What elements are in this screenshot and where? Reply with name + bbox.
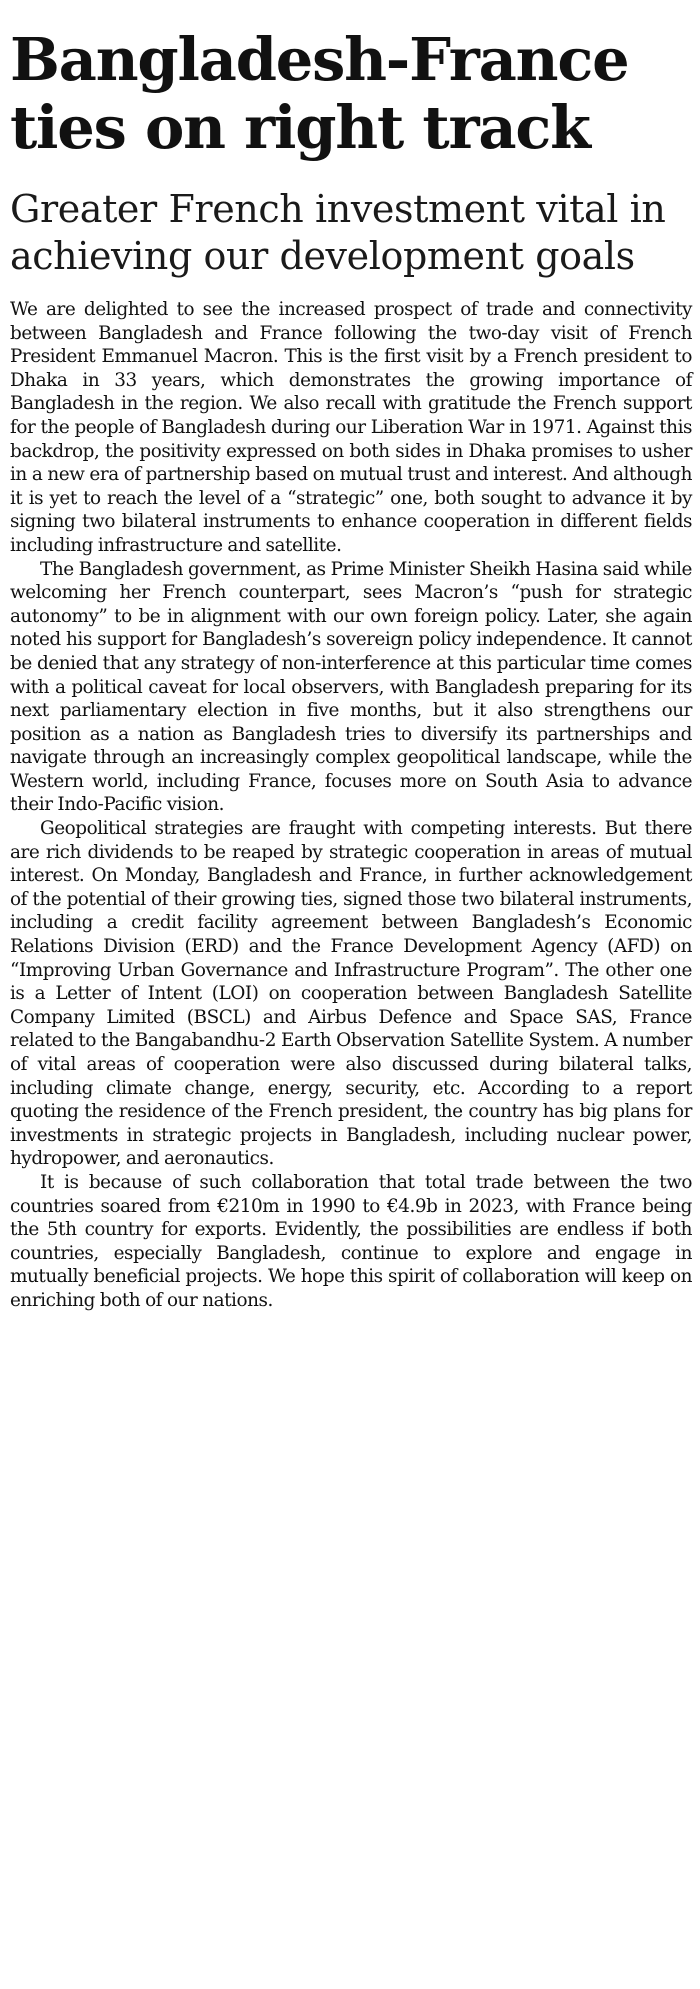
paragraph-2: The Bangladesh government, as Prime Minister Sheikh Hasina said while welcoming her French counterpart, sees Macron’s “push for strategic autonomy” to be in alignment with our own foreign policy. Later, she again noted his support for Bangladesh’s sovereign policy independence. It cannot be denied that any strategy of non-interference at this particular time comes with a political caveat for local observers, with Bangladesh preparing for its next parliamentary election in five months, but it also strengthens our position as a nation as Bangladesh tries to diversify its partnerships and navigate through an increasingly complex geopolitical landscape, while the Western world, including France, focuses more on South Asia to advance their Indo-Pacific vision. xyxy=(10,558,692,816)
paragraph-4: It is because of such collaboration that total trade between the two countries soared from €210m in 1990 to €4.9b in 2023, with France being the 5th country for exports. Evidently, the possibilities are endless if both countries, especially Bangladesh, continue to explore and engage in mutually beneficial projects. We hope this spirit of collaboration will keep on enriching both of our nations. xyxy=(10,1171,692,1311)
paragraph-1: We are delighted to see the increased prospect of trade and connectivity between Bangladesh and France following the two-day visit of French President Emmanuel Macron. This is the first visit by a French president to Dhaka in 33 years, which demonstrates the growing importance of Bangladesh in the region. We also recall with gratitude the French support for the people of Bangladesh during our Liberation War in 1971. Against this backdrop, the positivity expressed on both sides in Dhaka promises to usher in a new era of partnership based on mutual trust and interest. And although it is yet to reach the level of a “strategic” one, both sought to advance it by signing two bilateral instruments to enhance cooperation in different fields including infrastructure and satellite. xyxy=(10,299,692,556)
subheadline: Greater French investment vital in achieving our development goals xyxy=(10,187,666,278)
article-body xyxy=(10,298,692,1313)
paragraph-3: Geopolitical strategies are fraught with competing interests. But there are rich dividends to be reaped by strategic cooperation in areas of mutual interest. On Monday, Bangladesh and France, in further acknowledgement of the potential of their growing ties, signed those two bilateral instruments, including a credit facility agreement between Bangladesh’s Economic Relations Division (ERD) and the France Development Agency (AFD) on “Improving Urban Governance and Infrastructure Program”. The other one is a Letter of Intent (LOI) on cooperation between Bangladesh Satellite Company Limited (BSCL) and Airbus Defence and Space SAS, France related to the Bangabandhu-2 Earth Observation Satellite System. A number of vital areas of cooperation were also discussed during bilateral talks, including climate change, energy, security, etc. According to a report quoting the residence of the French president, the country has big plans for investments in strategic projects in Bangladesh, including nuclear power, hydropower, and aeronautics. xyxy=(10,818,692,1170)
headline: Bangladesh-France ties on right track xyxy=(10,25,629,162)
